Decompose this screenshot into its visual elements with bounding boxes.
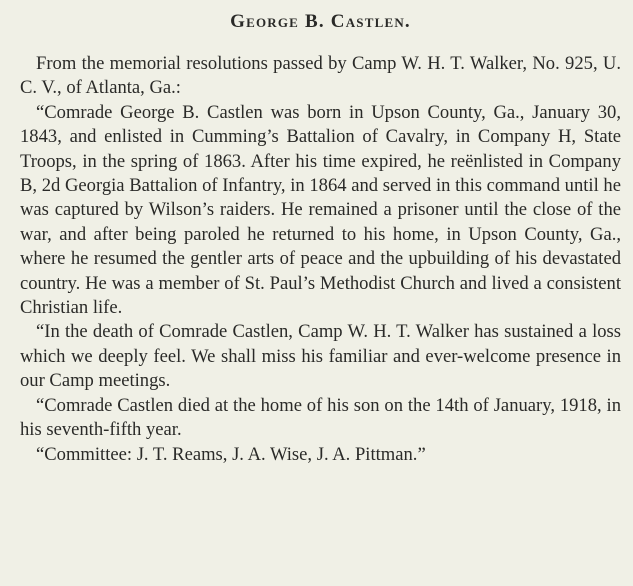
- paragraph-loss: “In the death of Comrade Castlen, Camp W. H. T. Walker has sustained a loss which we deeply feel. We shall miss his familiar and ever-welcome presence in our Camp meetings.: [20, 321, 621, 392]
- article-title: George B. Castlen.: [230, 11, 411, 32]
- paragraph-intro: From the memorial resolutions passed by Camp W. H. T. Walker, No. 925, U. C. V., of Atlanta, Ga.:: [20, 53, 621, 99]
- paragraph-biography: “Comrade George B. Castlen was born in Upson County, Ga., January 30, 1843, and enlisted in Cumming’s Battalion of Cavalry, in Company H, State Troops, in the spring of 1863. After his time expired, he reënlisted in Company B, 2d Georgia Battalion of Infantry, in 1864 and served in this command until he was captured by Wilson’s raiders. He remained a prisoner until the close of the war, and after being paroled he returned to his home, in Upson County, Ga., where he resumed the gentler arts of peace and the upbuilding of his devastated country. He was a member of St. Paul’s Methodist Church and lived a consistent Christian life.: [20, 101, 621, 319]
- paragraph-death: “Comrade Castlen died at the home of his son on the 14th of January, 1918, in his seventh-fifth year.: [20, 394, 621, 441]
- paragraph-committee: “Committee: J. T. Reams, J. A. Wise, J. A. Pittman.”: [36, 443, 426, 465]
